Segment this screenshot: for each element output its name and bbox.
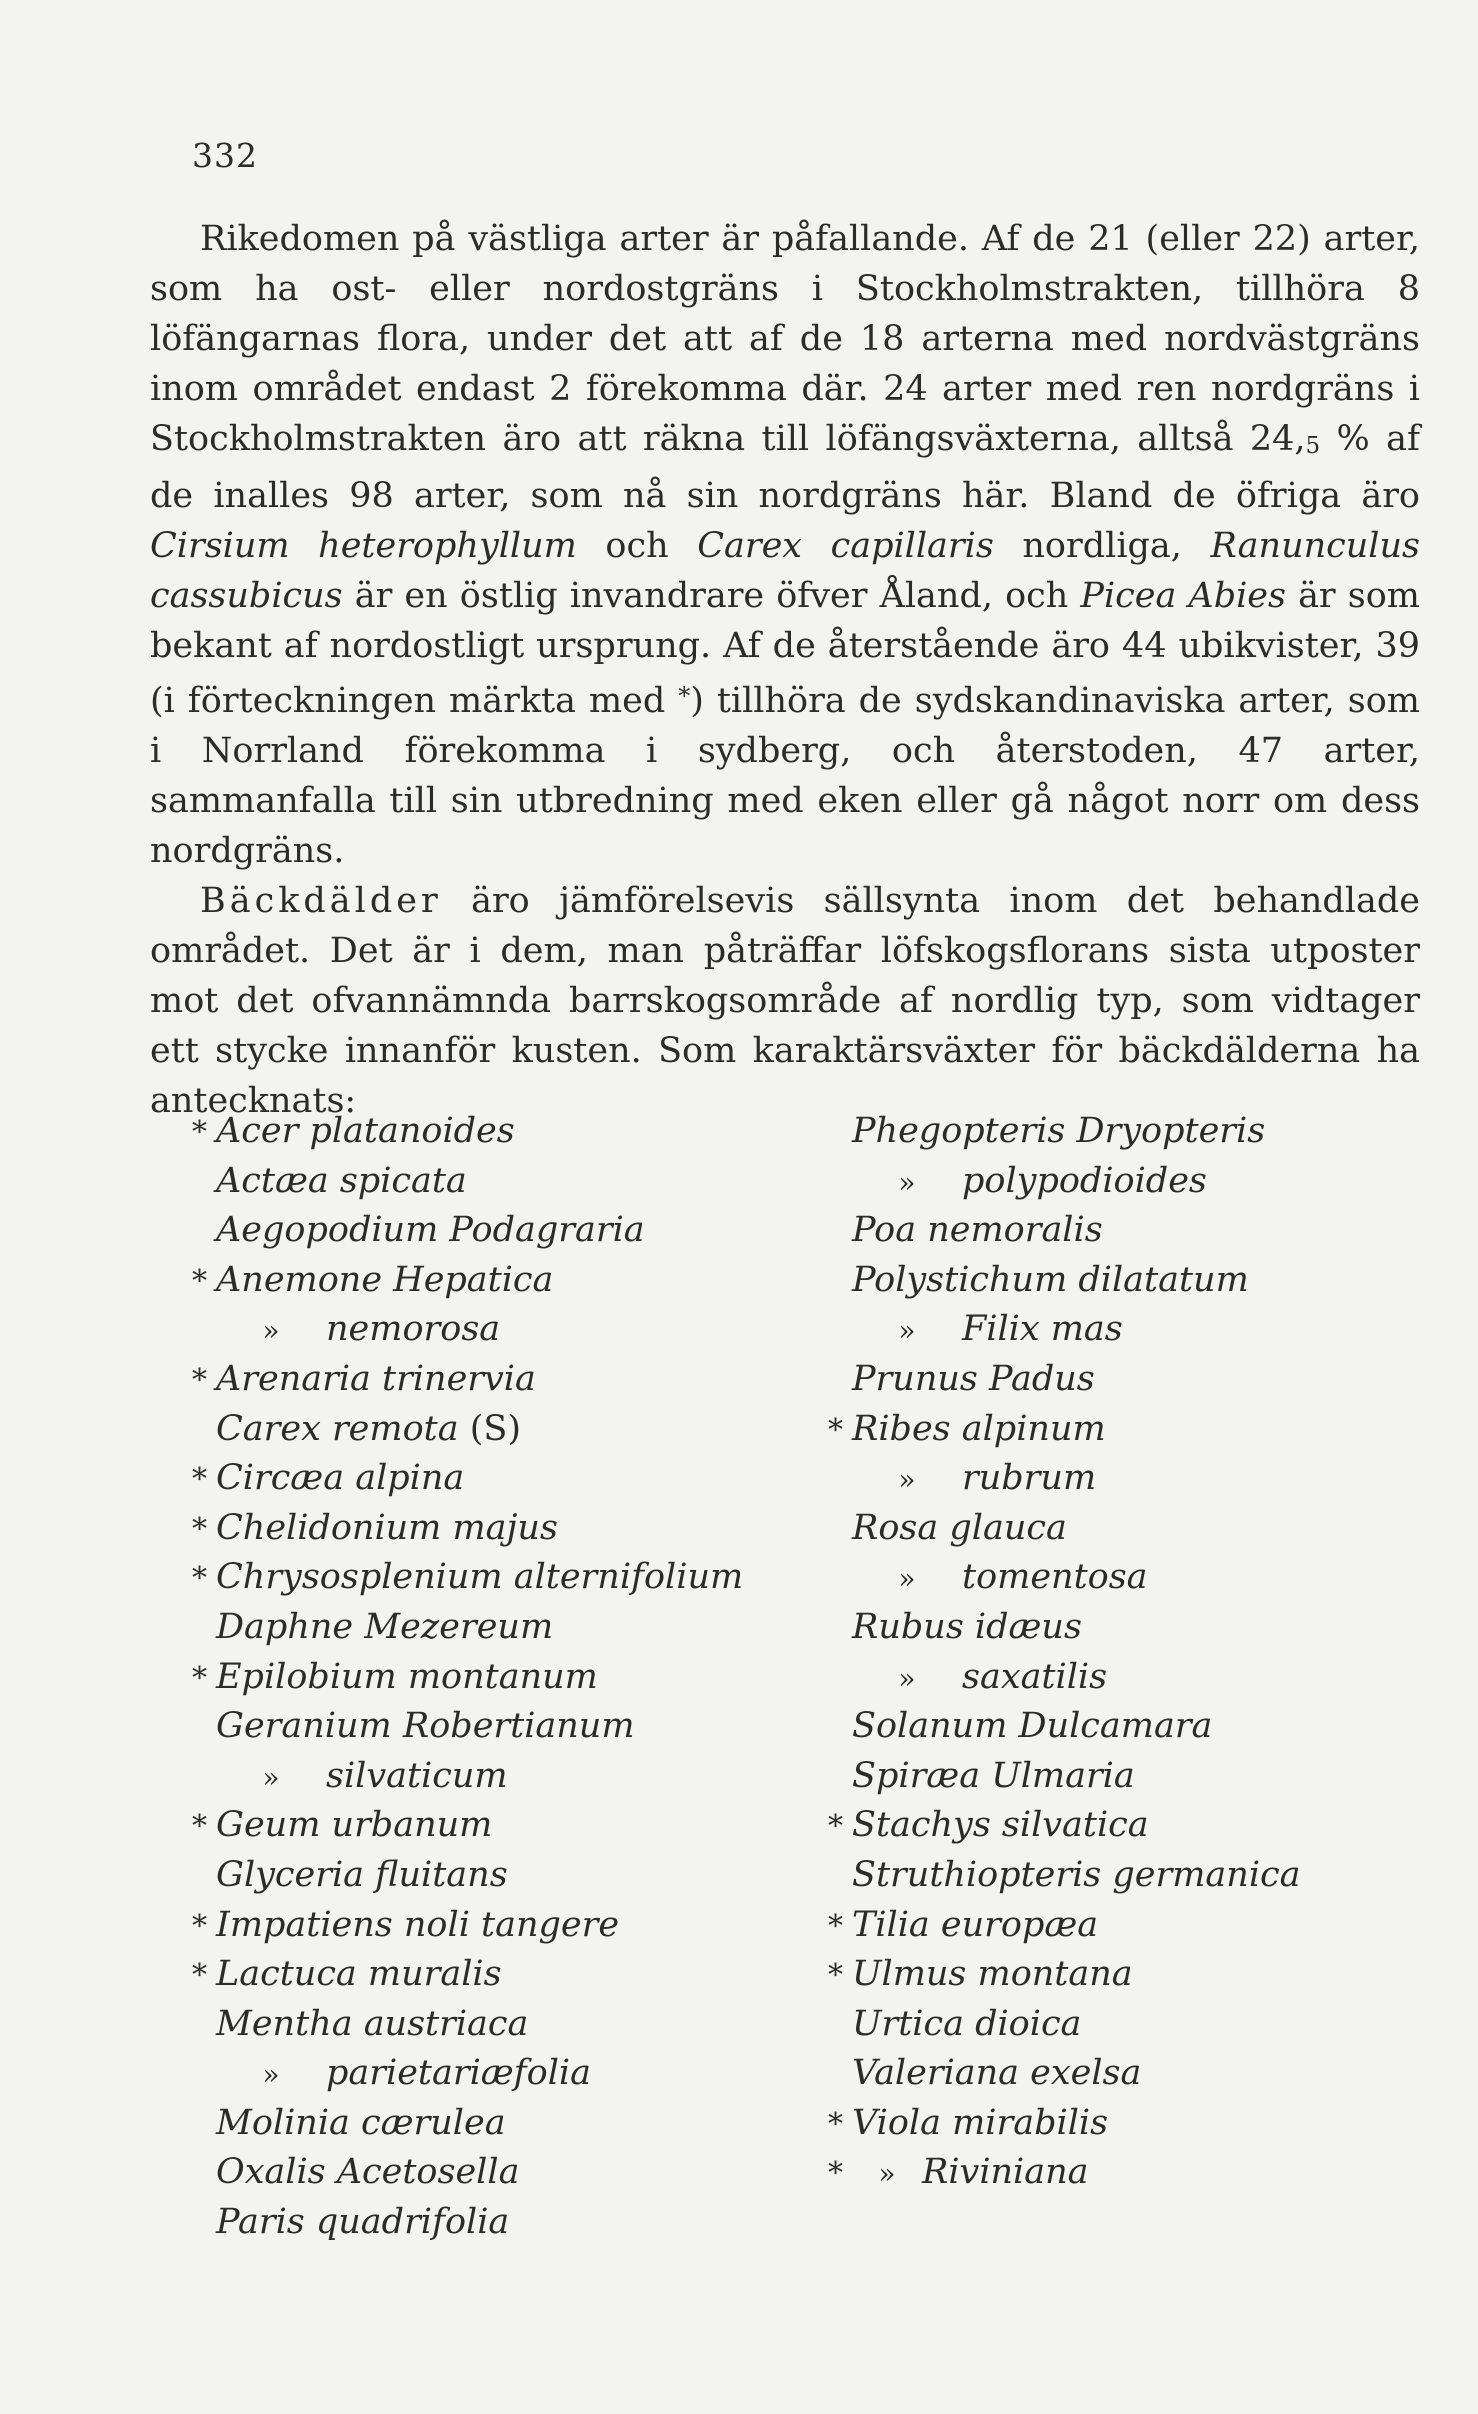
page-number: 332 <box>192 136 258 175</box>
species-item <box>192 2148 812 2198</box>
paragraph-2 <box>150 876 1420 1126</box>
species-item <box>828 1553 1448 1603</box>
species-name: Valeriana exelsa <box>852 2053 1142 2094</box>
species-item <box>828 1206 1448 1256</box>
species-name: Phegopteris Dryopteris <box>852 1111 1266 1151</box>
species-name: silvaticum <box>326 1755 508 1796</box>
species-item <box>192 1107 812 1157</box>
species-item <box>192 1752 812 1802</box>
text-run: är som bekant af nordostligt ursprung. Af de återstående äro 44 ubikvister, 39 (i förteckningen märkta med <box>150 576 1420 721</box>
ditto-mark: » <box>898 1165 916 1199</box>
species-item <box>828 2099 1448 2149</box>
species-item <box>828 1256 1448 1306</box>
species-name: Epilobium montanum <box>216 1656 598 1697</box>
species-item <box>828 2000 1448 2050</box>
species-italic: Carex capillaris <box>697 526 994 566</box>
species-mark: * <box>828 1908 843 1944</box>
text-run: Rikedomen på västliga arter är påfallande. Af de 21 (eller 22) arter, som ha ost- eller nordostgräns i Stockholmstrakten, tillhöra 8 löfängarnas flora, under det att af de 18 arterna med nordvästgräns inom området endast 2 förekomma där. 24 arter med ren nordgräns i Stockholmstrakten äro att räkna till löfängsväxterna, alltså 24, <box>150 219 1420 459</box>
text-run: % af de inalles 98 arter, som nå sin nordgräns här. Bland de öfriga äro <box>150 419 1420 516</box>
species-mark: * <box>828 1412 843 1448</box>
species-mark: * <box>828 1809 843 1845</box>
decimal-subscript: 5 <box>1305 433 1321 459</box>
species-note: (S) <box>458 1408 522 1449</box>
species-name: Anemone Hepatica <box>216 1259 554 1300</box>
species-item <box>828 1107 1448 1157</box>
species-name: Solanum Dulcamara <box>852 1706 1213 1747</box>
species-item <box>192 1603 812 1653</box>
spaced-term: Bäckdälder <box>200 881 442 921</box>
species-item <box>192 1901 812 1951</box>
species-name: Mentha austriaca <box>216 2003 529 2044</box>
species-mark: * <box>192 1462 207 1498</box>
species-item <box>192 1256 812 1306</box>
species-name: Chrysosplenium alternifolium <box>216 1557 744 1598</box>
species-name: Rubus idæus <box>852 1606 1082 1647</box>
species-mark: * <box>192 1809 207 1845</box>
species-name: Tilia europæa <box>852 1904 1099 1945</box>
species-mark: * <box>192 1561 207 1597</box>
species-name: tomentosa <box>962 1557 1148 1598</box>
species-name: Prunus Padus <box>852 1358 1095 1399</box>
species-name: Riviniana <box>922 2152 1089 2193</box>
species-item <box>828 1504 1448 1554</box>
species-item <box>828 1157 1448 1207</box>
species-name: Arenaria trinervia <box>216 1358 536 1399</box>
species-name: Ribes alpinum <box>852 1408 1106 1449</box>
species-name: rubrum <box>962 1458 1097 1499</box>
species-name: Actæa spicata <box>216 1160 467 1201</box>
ditto-mark: » <box>262 1314 280 1348</box>
species-name: Aegopodium Podagraria <box>216 1210 645 1251</box>
species-item <box>192 1355 812 1405</box>
species-name: Filix mas <box>962 1309 1123 1350</box>
species-list-left <box>192 1107 812 2248</box>
species-item <box>192 2198 812 2248</box>
species-item <box>192 1950 812 2000</box>
species-item <box>192 1157 812 1207</box>
species-mark: * <box>828 2106 843 2142</box>
species-name: Stachys silvatica <box>852 1805 1149 1846</box>
species-item <box>828 1801 1448 1851</box>
ditto-mark: » <box>262 1760 280 1794</box>
species-item <box>828 1355 1448 1405</box>
species-item <box>828 1653 1448 1703</box>
ditto-mark: » <box>878 2157 896 2191</box>
species-name: Paris quadrifolia <box>216 2202 510 2243</box>
species-item <box>828 1901 1448 1951</box>
species-italic: Ranunculus cassubicus <box>150 526 1420 616</box>
species-item <box>828 1305 1448 1355</box>
species-item <box>192 1553 812 1603</box>
species-name: Polystichum dilatatum <box>852 1259 1249 1300</box>
species-italic: Cirsium heterophyllum <box>150 526 577 566</box>
species-list-right <box>828 1107 1448 2198</box>
species-item <box>828 2148 1448 2198</box>
species-name: parietariæfolia <box>326 2053 591 2094</box>
species-mark: * <box>828 1958 843 1994</box>
species-name: Lactuca muralis <box>216 1954 502 1995</box>
species-item <box>192 1305 812 1355</box>
species-item <box>828 1405 1448 1455</box>
species-item <box>828 1454 1448 1504</box>
species-mark: * <box>828 2156 843 2192</box>
species-name: Urtica dioica <box>852 2003 1082 2044</box>
text-run: är en östlig invandrare öfver Åland, och <box>342 576 1081 616</box>
species-name: Poa nemoralis <box>852 1210 1103 1251</box>
species-item <box>828 1950 1448 2000</box>
text-run: och <box>576 526 698 566</box>
species-name: nemorosa <box>326 1309 501 1350</box>
species-name: Spiræa Ulmaria <box>852 1755 1135 1796</box>
species-item <box>192 1801 812 1851</box>
species-italic: Picea Abies <box>1080 576 1286 616</box>
text-run: ) tillhöra de sydskandinaviska arter, som i Norrland förekomma i sydberg, och återstoden, 47 arter, sammanfalla till sin utbredning med eken eller gå något norr om dess nordgräns. <box>150 681 1420 871</box>
species-item <box>192 1504 812 1554</box>
species-item <box>828 1752 1448 1802</box>
species-name: Oxalis Acetosella <box>216 2152 520 2193</box>
species-item <box>192 1405 812 1455</box>
species-mark: * <box>192 1958 207 1994</box>
species-item <box>192 1702 812 1752</box>
species-mark: * <box>192 1660 207 1696</box>
species-item <box>828 1851 1448 1901</box>
species-item <box>192 1454 812 1504</box>
species-item <box>192 2000 812 2050</box>
species-name: Carex remota <box>216 1408 459 1449</box>
species-name: Impatiens noli tangere <box>216 1904 620 1945</box>
species-item <box>192 1206 812 1256</box>
species-mark: * <box>192 1908 207 1944</box>
species-mark: * <box>192 1511 207 1547</box>
species-name: Geum urbanum <box>216 1805 493 1846</box>
species-name: Daphne Mezereum <box>216 1606 554 1647</box>
species-mark: * <box>192 1115 207 1150</box>
ditto-mark: » <box>898 1314 916 1348</box>
species-name: Molinia cærulea <box>216 2102 506 2143</box>
species-name: Circæa alpina <box>216 1458 465 1499</box>
species-item <box>192 2099 812 2149</box>
body-text <box>150 214 1420 1126</box>
ditto-mark: » <box>898 1463 916 1497</box>
species-mark: * <box>192 1362 207 1398</box>
species-name: Glyceria fluitans <box>216 1854 508 1895</box>
ditto-mark: » <box>898 1562 916 1596</box>
species-name: Viola mirabilis <box>852 2102 1109 2143</box>
species-name: saxatilis <box>962 1656 1108 1697</box>
species-name: Ulmus montana <box>852 1954 1133 1995</box>
species-item <box>192 1653 812 1703</box>
text-run: äro jämförelsevis sällsynta inom det behandlade området. Det är i dem, man påträffar löfskogsflorans sista utposter mot det ofvannämnda barrskogsområde af nordlig typ, som vidtager ett stycke innanför kusten. Som karaktärsväxter för bäckdälderna ha antecknats: <box>150 881 1420 1121</box>
species-name: Struthiopteris germanica <box>852 1854 1301 1895</box>
species-item <box>828 1702 1448 1752</box>
paragraph-1 <box>150 214 1420 876</box>
species-mark: * <box>192 1263 207 1299</box>
species-name: Chelidonium majus <box>216 1507 558 1548</box>
ditto-mark: » <box>898 1661 916 1695</box>
species-name: Geranium Robertianum <box>216 1706 635 1747</box>
species-item <box>828 2049 1448 2099</box>
species-name: Acer platanoides <box>216 1111 515 1151</box>
species-item <box>192 1851 812 1901</box>
species-name: Rosa glauca <box>852 1507 1067 1548</box>
species-name: polypodioides <box>962 1160 1207 1201</box>
ditto-mark: » <box>262 2058 280 2092</box>
asterisk-mark: * <box>678 682 691 710</box>
species-item <box>828 1603 1448 1653</box>
species-item <box>192 2049 812 2099</box>
text-run: nordliga, <box>993 526 1211 566</box>
